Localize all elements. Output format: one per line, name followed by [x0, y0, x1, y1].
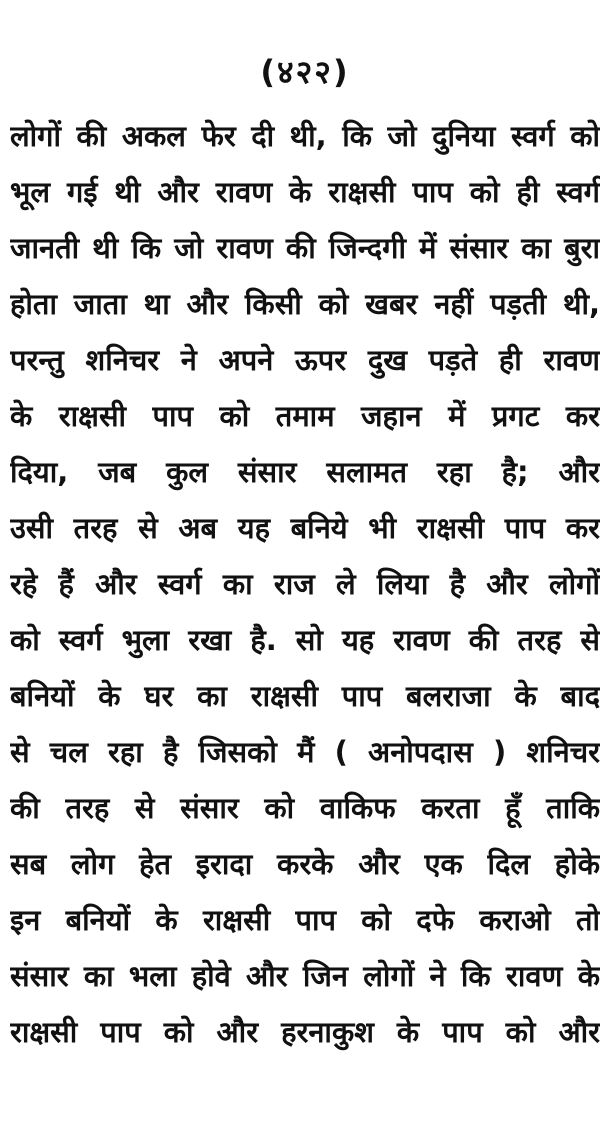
text-line: राक्षसी पाप को और हरनाकुश के पाप को और [10, 1015, 600, 1049]
text-line: दिया, जब कुल संसार सलामत रहा है; और [10, 455, 600, 489]
body-text [10, 108, 600, 1060]
text-line: परन्तु शनिचर ने अपने ऊपर दुख पड़ते ही रावण [10, 343, 600, 377]
text-line: की तरह से संसार को वाकिफ करता हूँ ताकि [10, 791, 600, 825]
text-line: भूल गई थी और रावण के राक्षसी पाप को ही स्वर्ग [10, 175, 600, 209]
text-line: उसी तरह से अब यह बनिये भी राक्षसी पाप कर [10, 511, 600, 545]
text-line: रहे हैं और स्वर्ग का राज ले लिया है और लोगों [10, 567, 600, 601]
text-line: लोगों की अकल फेर दी थी, कि जो दुनिया स्वर्ग को [10, 119, 600, 153]
text-line: सब लोग हेत इरादा करके और एक दिल होके [10, 847, 600, 881]
text-line: इन बनियों के राक्षसी पाप को दफे कराओ तो [10, 903, 600, 937]
text-line: से चल रहा है जिसको मैं ( अनोपदास ) शनिचर [10, 735, 600, 769]
page-number: (४२२) [260, 53, 350, 91]
text-line: के राक्षसी पाप को तमाम जहान में प्रगट कर [10, 399, 600, 433]
text-line: बनियों के घर का राक्षसी पाप बलराजा के बाद [10, 679, 600, 713]
text-line: संसार का भला होवे और जिन लोगों ने कि रावण के [10, 959, 600, 993]
text-line: को स्वर्ग भुला रखा है. सो यह रावण की तरह से [10, 623, 600, 657]
text-line: होता जाता था और किसी को खबर नहीं पड़ती थी, [10, 287, 600, 321]
text-line: जानती थी कि जो रावण की जिन्दगी में संसार का बुरा [10, 231, 600, 265]
